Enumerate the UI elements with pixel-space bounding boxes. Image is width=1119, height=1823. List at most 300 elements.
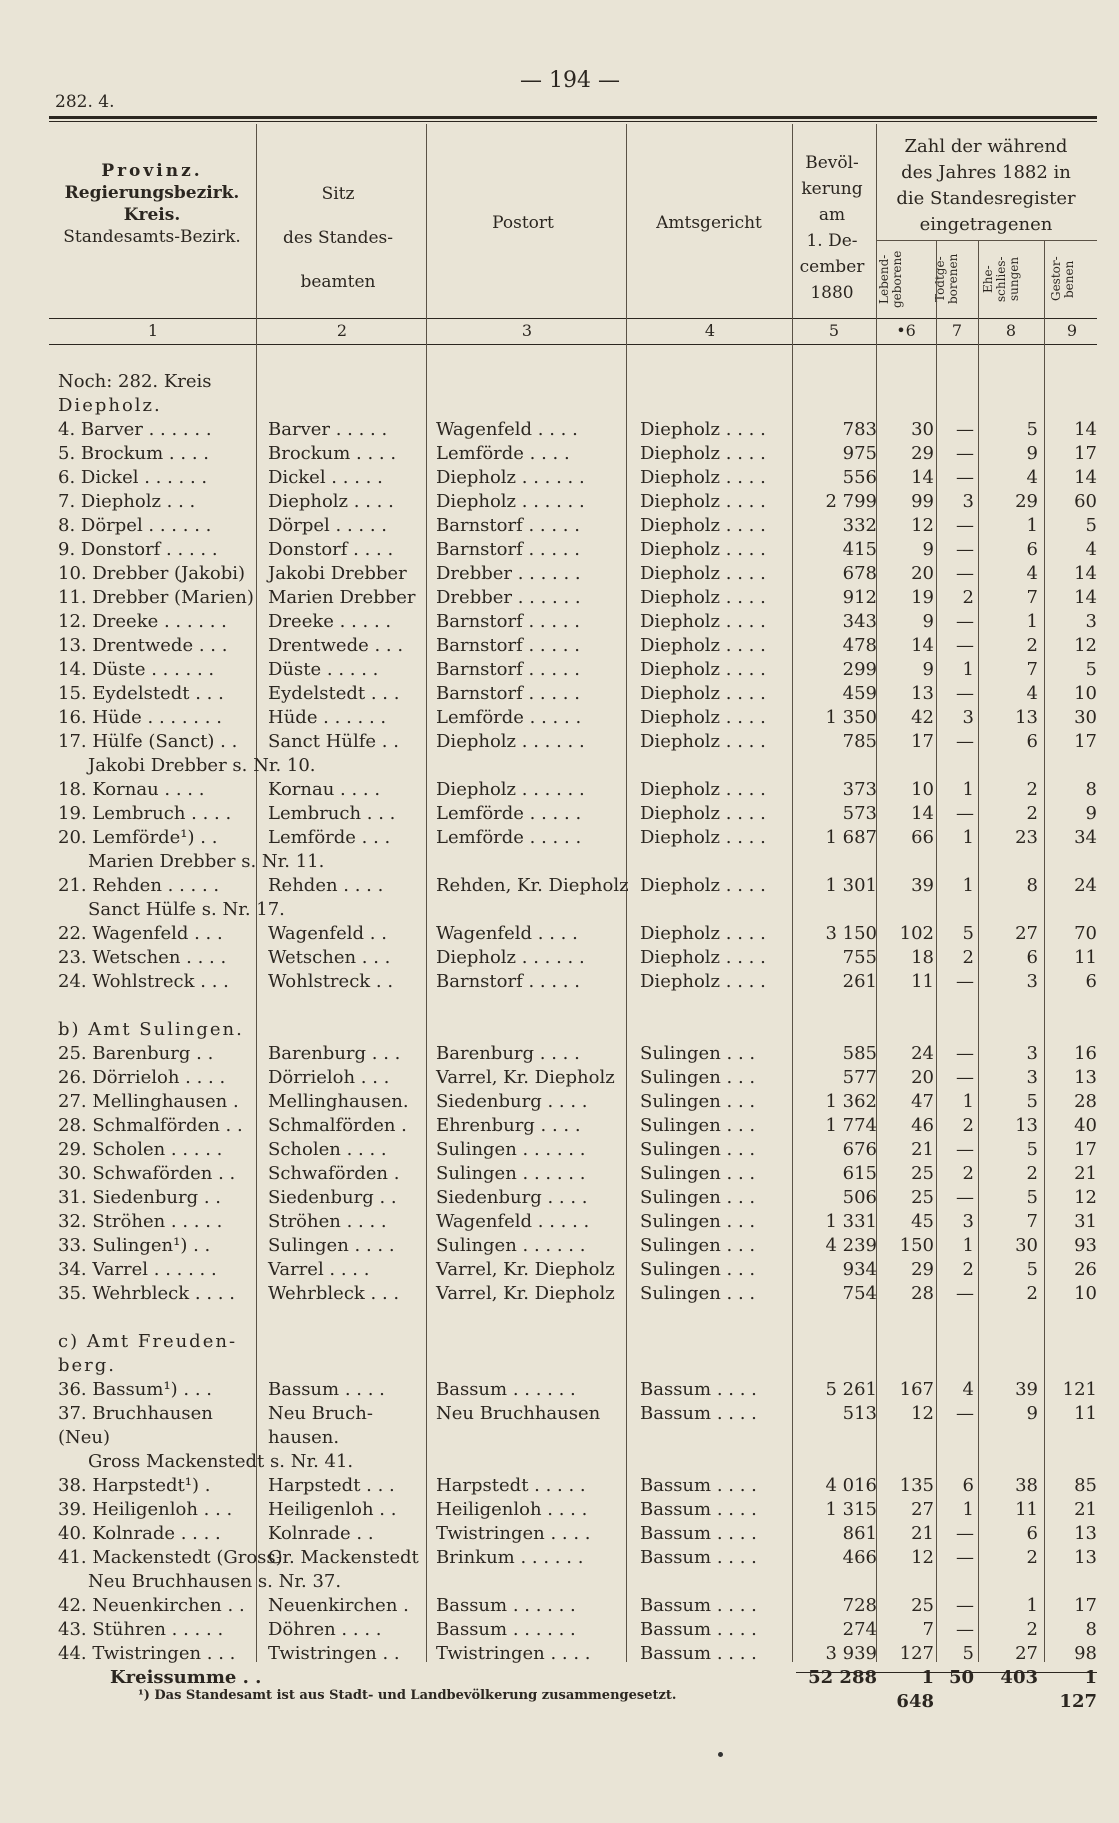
cell-c2: Harpstedt . . . — [268, 1475, 395, 1496]
cell-c5: 577 — [842, 1067, 877, 1088]
cell-c9: 14 — [1074, 587, 1097, 608]
cell-c2: Diepholz . . . . — [268, 491, 394, 512]
cell-c5: 678 — [842, 563, 877, 584]
cell-c8: 5 — [1026, 419, 1038, 440]
cell-c2: Rehden . . . . — [268, 875, 384, 896]
cell-c8: 38 — [1015, 1475, 1038, 1496]
table-row — [0, 1138, 1119, 1162]
cell-c5: 1 315 — [825, 1499, 877, 1520]
cell-c4: Diepholz . . . . — [640, 731, 766, 752]
cell-c3: Barnstorf . . . . . — [436, 539, 580, 560]
cell-c5: 3 939 — [825, 1643, 877, 1664]
cell-c9: 10 — [1074, 1283, 1097, 1304]
cell-c4: Diepholz . . . . — [640, 779, 766, 800]
cell-c9: 3 — [1085, 611, 1097, 632]
cell-c1: 26. Dörrieloh . . . . — [58, 1067, 226, 1088]
cell-c7: 2 — [962, 587, 974, 608]
cell-c3: Lemförde . . . . . — [436, 827, 582, 848]
cell-c8: 27 — [1015, 923, 1038, 944]
cell-c2: Brockum . . . . — [268, 443, 397, 464]
cell-c8: 13 — [1015, 1115, 1038, 1136]
cell-c5: 1 774 — [825, 1115, 877, 1136]
cell-c1: berg. — [58, 1355, 117, 1376]
cell-c6: 13 — [911, 683, 934, 704]
cell-c8: 27 — [1015, 1643, 1038, 1664]
cell-c3: Barnstorf . . . . . — [436, 971, 580, 992]
table-row — [0, 1186, 1119, 1210]
header-col5-line: cember — [799, 257, 865, 277]
cell-c7: — — [956, 467, 974, 488]
cell-c3: Barnstorf . . . . . — [436, 659, 580, 680]
cell-c3: Siedenburg . . . . — [436, 1187, 588, 1208]
table-row — [0, 946, 1119, 970]
cell-c4: Bassum . . . . — [640, 1475, 757, 1496]
cell-c3: Barnstorf . . . . . — [436, 611, 580, 632]
cell-c8: 1 — [1026, 611, 1038, 632]
column-number: 1 — [147, 321, 159, 340]
header-col1-line: Provinz. — [101, 161, 203, 181]
cell-c6: 14 — [911, 467, 934, 488]
header-col2-line: des Standes- — [282, 228, 394, 248]
cell-c8: 2 — [1026, 635, 1038, 656]
table-row — [0, 1066, 1119, 1090]
table-row — [0, 538, 1119, 562]
cell-c8: 3 — [1026, 1043, 1038, 1064]
cell-c7: — — [956, 611, 974, 632]
cell-c1: 6. Dickel . . . . . . — [58, 467, 208, 488]
cell-c4: Bassum . . . . — [640, 1403, 757, 1424]
cell-c9: 14 — [1074, 563, 1097, 584]
cell-c2: Dörrieloh . . . — [268, 1067, 390, 1088]
cell-c7: 2 — [962, 947, 974, 968]
table-row — [0, 1642, 1119, 1666]
cell-c6: 21 — [911, 1139, 934, 1160]
header-col5 — [792, 150, 872, 306]
cell-c1: c) Amt Freuden- — [58, 1331, 238, 1352]
cell-c1: Marien Drebber s. Nr. 11. — [88, 851, 325, 872]
sum-rule — [796, 1672, 1097, 1673]
cell-c6: 127 — [899, 1643, 934, 1664]
cell-c5: 1 331 — [825, 1211, 877, 1232]
cell-c1: 44. Twistringen . . . — [58, 1643, 236, 1664]
cell-c1: 38. Harpstedt¹) . — [58, 1475, 211, 1496]
cell-c1: 12. Dreeke . . . . . . — [58, 611, 227, 632]
cell-c8: 11 — [1015, 1499, 1038, 1520]
cell-c8: 9 — [1026, 443, 1038, 464]
cell-c1: 34. Varrel . . . . . . — [58, 1259, 217, 1280]
table-row — [0, 1330, 1119, 1354]
cell-c4: Sulingen . . . — [640, 1163, 756, 1184]
table-row — [0, 562, 1119, 586]
subheader-live-births: Lebend-geborene — [877, 250, 904, 308]
cell-c7: 5 — [962, 923, 974, 944]
cell-c7: 4 — [962, 1379, 974, 1400]
cell-c9: 60 — [1074, 491, 1097, 512]
cell-c4: Diepholz . . . . — [640, 515, 766, 536]
cell-c5: 934 — [842, 1259, 877, 1280]
cell-c9: 11 — [1074, 947, 1097, 968]
cell-c3: Diepholz . . . . . . — [436, 491, 585, 512]
cell-c1: 9. Donstorf . . . . . — [58, 539, 218, 560]
cell-c3: Varrel, Kr. Diepholz — [436, 1259, 615, 1280]
cell-c6: 18 — [911, 947, 934, 968]
column-number: 9 — [1066, 321, 1078, 340]
cell-c1: 22. Wagenfeld . . . — [58, 923, 223, 944]
cell-c7: — — [956, 1283, 974, 1304]
cell-c6: 19 — [911, 587, 934, 608]
cell-c9: 5 — [1085, 659, 1097, 680]
cell-c5: 466 — [842, 1547, 877, 1568]
cell-c2: Schwaförden . — [268, 1163, 400, 1184]
footnote: ¹) Das Standesamt ist aus Stadt- und Landbevölkerung zusammengesetzt. — [138, 1688, 677, 1703]
cell-c2: Lembruch . . . — [268, 803, 396, 824]
cell-c6: 12 — [911, 1547, 934, 1568]
table-row — [0, 1618, 1119, 1642]
cell-c9: 5 — [1085, 515, 1097, 536]
cell-c7: 50 — [948, 1667, 974, 1688]
cell-c9: 70 — [1074, 923, 1097, 944]
column-number-rule — [49, 344, 1097, 345]
table-row — [0, 706, 1119, 730]
cell-c2: Neuenkirchen . — [268, 1595, 409, 1616]
cell-c2: Heiligenloh . . — [268, 1499, 397, 1520]
table-row — [0, 394, 1119, 418]
cell-c5: 332 — [842, 515, 877, 536]
cell-c1: 31. Siedenburg . . — [58, 1187, 221, 1208]
cell-c9: 21 — [1074, 1163, 1097, 1184]
cell-c2: Gr. Mackenstedt — [268, 1547, 419, 1568]
table-row — [0, 1258, 1119, 1282]
cell-c5: 615 — [842, 1163, 877, 1184]
header-group-line: des Jahres 1882 in — [901, 162, 1071, 183]
cell-c5: 274 — [842, 1619, 877, 1640]
cell-c8: 7 — [1026, 1211, 1038, 1232]
cell-c1: 30. Schwaförden . . — [58, 1163, 236, 1184]
cell-c3: Diepholz . . . . . . — [436, 947, 585, 968]
subheader-marriages: Ehe-schlies-sungen — [981, 256, 1021, 302]
column-number: 8 — [1005, 321, 1017, 340]
cell-c9: 9 — [1085, 803, 1097, 824]
cell-c4: Diepholz . . . . — [640, 419, 766, 440]
table-row — [0, 1498, 1119, 1522]
cell-c6: 21 — [911, 1523, 934, 1544]
cell-c9: 14 — [1074, 467, 1097, 488]
cell-c9: 30 — [1074, 707, 1097, 728]
cell-c7: — — [956, 683, 974, 704]
cell-c5: 1 687 — [825, 827, 877, 848]
cell-c8: 39 — [1015, 1379, 1038, 1400]
cell-c8: 4 — [1026, 467, 1038, 488]
cell-c3: Brinkum . . . . . . — [436, 1547, 584, 1568]
cell-c8: 30 — [1015, 1235, 1038, 1256]
cell-c4: Sulingen . . . — [640, 1235, 756, 1256]
cell-c9: 12 — [1074, 1187, 1097, 1208]
cell-c8: 5 — [1026, 1091, 1038, 1112]
table-row — [0, 778, 1119, 802]
cell-c3: Sulingen . . . . . . — [436, 1235, 586, 1256]
cell-c5: 343 — [842, 611, 877, 632]
table-row — [0, 1090, 1119, 1114]
cell-c6: 46 — [911, 1115, 934, 1136]
cell-c7: — — [956, 1043, 974, 1064]
table-row — [0, 826, 1119, 850]
cell-c6: 28 — [911, 1283, 934, 1304]
cell-c3: Harpstedt . . . . . — [436, 1475, 586, 1496]
cell-c9: 13 — [1074, 1067, 1097, 1088]
cell-c1: 21. Rehden . . . . . — [58, 875, 220, 896]
cell-c5: 728 — [842, 1595, 877, 1616]
cell-c1: 20. Lemförde¹) . . — [58, 827, 218, 848]
cell-c6: 29 — [911, 443, 934, 464]
cell-c5: 415 — [842, 539, 877, 560]
table-row — [0, 490, 1119, 514]
cell-c4: Bassum . . . . — [640, 1619, 757, 1640]
cell-c1: 5. Brockum . . . . — [58, 443, 209, 464]
cell-c2: Scholen . . . . — [268, 1139, 387, 1160]
cell-c6: 25 — [911, 1163, 934, 1184]
cell-c7: 1 — [962, 659, 974, 680]
cell-c9: 10 — [1074, 683, 1097, 704]
cell-c1: b) Amt Sulingen. — [58, 1019, 244, 1040]
cell-c2: Dörpel . . . . . — [268, 515, 388, 536]
cell-c4: Bassum . . . . — [640, 1595, 757, 1616]
cell-c4: Bassum . . . . — [640, 1643, 757, 1664]
cell-c3: Lemförde . . . . . — [436, 707, 582, 728]
header-col1-line: Standesamts-Bezirk. — [63, 227, 241, 247]
cell-c4: Diepholz . . . . — [640, 587, 766, 608]
table-row — [0, 850, 1119, 874]
cell-c3: Wagenfeld . . . . — [436, 419, 578, 440]
cell-c9: 6 — [1085, 971, 1097, 992]
column-number: 2 — [336, 321, 348, 340]
cell-c1: 18. Kornau . . . . — [58, 779, 205, 800]
cell-c4: Diepholz . . . . — [640, 683, 766, 704]
cell-c8: 3 — [1026, 1067, 1038, 1088]
cell-c7: — — [956, 1067, 974, 1088]
cell-c8: 23 — [1015, 827, 1038, 848]
cell-c4: Sulingen . . . — [640, 1139, 756, 1160]
cell-c5: 4 239 — [825, 1235, 877, 1256]
cell-c2: Wetschen . . . — [268, 947, 391, 968]
cell-c6: 102 — [899, 923, 934, 944]
cell-c9: 121 — [1062, 1379, 1097, 1400]
cell-c1: Diepholz. — [58, 395, 162, 416]
cell-c1: 13. Drentwede . . . — [58, 635, 228, 656]
cell-c7: — — [956, 539, 974, 560]
cell-c1: 15. Eydelstedt . . . — [58, 683, 224, 704]
table-row — [0, 658, 1119, 682]
cell-c8: 2 — [1026, 1163, 1038, 1184]
cell-c3: Drebber . . . . . . — [436, 587, 581, 608]
cell-c1: 33. Sulingen¹) . . — [58, 1235, 211, 1256]
cell-c8: 1 — [1026, 515, 1038, 536]
header-group — [876, 134, 1096, 238]
cell-c8: 13 — [1015, 707, 1038, 728]
cell-c3: Varrel, Kr. Diepholz — [436, 1283, 615, 1304]
cell-c6: 20 — [911, 563, 934, 584]
cell-c9: 93 — [1074, 1235, 1097, 1256]
cell-c9: 14 — [1074, 419, 1097, 440]
cell-c1: 36. Bassum¹) . . . — [58, 1379, 213, 1400]
cell-c7: — — [956, 419, 974, 440]
cell-c1: 40. Kolnrade . . . . — [58, 1523, 221, 1544]
cell-c7: 3 — [962, 1211, 974, 1232]
cell-c2: Ströhen . . . . — [268, 1211, 387, 1232]
header-group-line: die Standesregister — [896, 188, 1076, 209]
cell-c8: 2 — [1026, 779, 1038, 800]
cell-c4: Diepholz . . . . — [640, 443, 766, 464]
cell-c6: 20 — [911, 1067, 934, 1088]
table-row — [0, 682, 1119, 706]
cell-c6: 1 648 — [896, 1667, 934, 1712]
header-group-line: Zahl der während — [904, 136, 1068, 157]
cell-c8: 7 — [1026, 659, 1038, 680]
cell-c5: 755 — [842, 947, 877, 968]
cell-c4: Bassum . . . . — [640, 1499, 757, 1520]
cell-c9: 17 — [1074, 443, 1097, 464]
cell-c4: Diepholz . . . . — [640, 707, 766, 728]
cell-c8: 3 — [1026, 971, 1038, 992]
cell-c6: 167 — [899, 1379, 934, 1400]
cell-c7: 2 — [962, 1259, 974, 1280]
table-row — [0, 1594, 1119, 1618]
cell-c5: 5 261 — [825, 1379, 877, 1400]
cell-c2: Hüde . . . . . . — [268, 707, 387, 728]
cell-c3: Wagenfeld . . . . . — [436, 1211, 590, 1232]
header-col2-line: Sitz — [321, 184, 355, 204]
cell-c3: Ehrenburg . . . . — [436, 1115, 581, 1136]
cell-c9: 26 — [1074, 1259, 1097, 1280]
cell-c5: 556 — [842, 467, 877, 488]
cell-c9: 28 — [1074, 1091, 1097, 1112]
cell-c6: 9 — [922, 539, 934, 560]
cell-c4: Sulingen . . . — [640, 1259, 756, 1280]
cell-c8: 6 — [1026, 539, 1038, 560]
cell-c3: Diepholz . . . . . . — [436, 731, 585, 752]
cell-c6: 9 — [922, 611, 934, 632]
cell-c4: Diepholz . . . . — [640, 635, 766, 656]
cell-c1: Noch: 282. Kreis — [58, 371, 212, 392]
cell-c8: 2 — [1026, 1283, 1038, 1304]
cell-c8: 6 — [1026, 947, 1038, 968]
cell-c4: Sulingen . . . — [640, 1043, 756, 1064]
table-row — [0, 898, 1119, 922]
cell-c8: 2 — [1026, 803, 1038, 824]
cell-c5: 585 — [842, 1043, 877, 1064]
cell-c7: — — [956, 1547, 974, 1568]
cell-c7: — — [956, 1403, 974, 1424]
cell-c4: Diepholz . . . . — [640, 611, 766, 632]
header-col3: Postort — [492, 213, 554, 233]
cell-c1: 25. Barenburg . . — [58, 1043, 214, 1064]
cell-c1: 8. Dörpel . . . . . . — [58, 515, 212, 536]
cell-c6: 135 — [899, 1475, 934, 1496]
cell-c9: 17 — [1074, 1139, 1097, 1160]
page-number: — 194 — — [520, 68, 620, 93]
section-reference: 282. 4. — [55, 92, 115, 112]
cell-c2: Eydelstedt . . . — [268, 683, 400, 704]
cell-c5: 513 — [842, 1403, 877, 1424]
cell-c6: 17 — [911, 731, 934, 752]
table-row — [0, 370, 1119, 394]
cell-c4: Diepholz . . . . — [640, 563, 766, 584]
header-col5-line: 1. De- — [806, 231, 858, 251]
cell-c2: Sanct Hülfe . . — [268, 731, 399, 752]
cell-c1: Gross Mackenstedt s. Nr. 41. — [88, 1451, 354, 1472]
cell-c6: 27 — [911, 1499, 934, 1520]
cell-c4: Diepholz . . . . — [640, 659, 766, 680]
cell-c5: 783 — [842, 419, 877, 440]
cell-c4: Bassum . . . . — [640, 1523, 757, 1544]
cell-c7: 1 — [962, 827, 974, 848]
cell-c7: — — [956, 803, 974, 824]
table-row — [0, 1114, 1119, 1138]
cell-c3: Sulingen . . . . . . — [436, 1139, 586, 1160]
cell-c9: 17 — [1074, 731, 1097, 752]
cell-c7: 3 — [962, 491, 974, 512]
header-col5-line: kerung — [801, 179, 863, 199]
cell-c9: 11 — [1074, 1403, 1097, 1424]
cell-c1: Kreissumme . . — [110, 1667, 262, 1688]
cell-c1: 4. Barver . . . . . . — [58, 419, 212, 440]
cell-c7: — — [956, 971, 974, 992]
header-col2 — [258, 172, 418, 304]
cell-c7: — — [956, 1139, 974, 1160]
cell-c2: Marien Drebber — [268, 587, 416, 608]
cell-c5: 373 — [842, 779, 877, 800]
cell-c1: 37. Bruchhausen — [58, 1403, 213, 1424]
table-row — [0, 466, 1119, 490]
cell-c6: 29 — [911, 1259, 934, 1280]
table-row — [0, 1282, 1119, 1306]
cell-c3: Wagenfeld . . . . — [436, 923, 578, 944]
cell-c3: Drebber . . . . . . — [436, 563, 581, 584]
table-row — [0, 1426, 1119, 1450]
cell-c6: 14 — [911, 803, 934, 824]
cell-c5: 1 350 — [825, 707, 877, 728]
cell-c1: 10. Drebber (Jakobi) — [58, 563, 246, 584]
cell-c2: Bassum . . . . — [268, 1379, 385, 1400]
header-col1-line: Kreis. — [123, 205, 181, 225]
cell-c1: 17. Hülfe (Sanct) . . — [58, 731, 238, 752]
cell-c4: Diepholz . . . . — [640, 875, 766, 896]
cell-c5: 506 — [842, 1187, 877, 1208]
table-row — [0, 1402, 1119, 1426]
cell-c7: 1 — [962, 779, 974, 800]
cell-c7: — — [956, 1619, 974, 1640]
cell-c5: 2 799 — [825, 491, 877, 512]
cell-c2: Drentwede . . . — [268, 635, 404, 656]
cell-c2: Varrel . . . . — [268, 1259, 370, 1280]
cell-c8: 29 — [1015, 491, 1038, 512]
cell-c1: 42. Neuenkirchen . . — [58, 1595, 245, 1616]
header-col5-line: 1880 — [810, 283, 854, 303]
cell-c6: 12 — [911, 515, 934, 536]
cell-c2: Döhren . . . . — [268, 1619, 382, 1640]
column-number: 5 — [828, 321, 840, 340]
cell-c5: 478 — [842, 635, 877, 656]
cell-c6: 150 — [899, 1235, 934, 1256]
cell-c6: 10 — [911, 779, 934, 800]
cell-c8: 7 — [1026, 587, 1038, 608]
cell-c9: 17 — [1074, 1595, 1097, 1616]
cell-c1: 32. Ströhen . . . . . — [58, 1211, 223, 1232]
table-row — [0, 586, 1119, 610]
cell-c2: Wohlstreck . . — [268, 971, 394, 992]
table-row — [0, 1018, 1119, 1042]
cell-c2: Dreeke . . . . . — [268, 611, 392, 632]
cell-c3: Twistringen . . . . — [436, 1523, 591, 1544]
